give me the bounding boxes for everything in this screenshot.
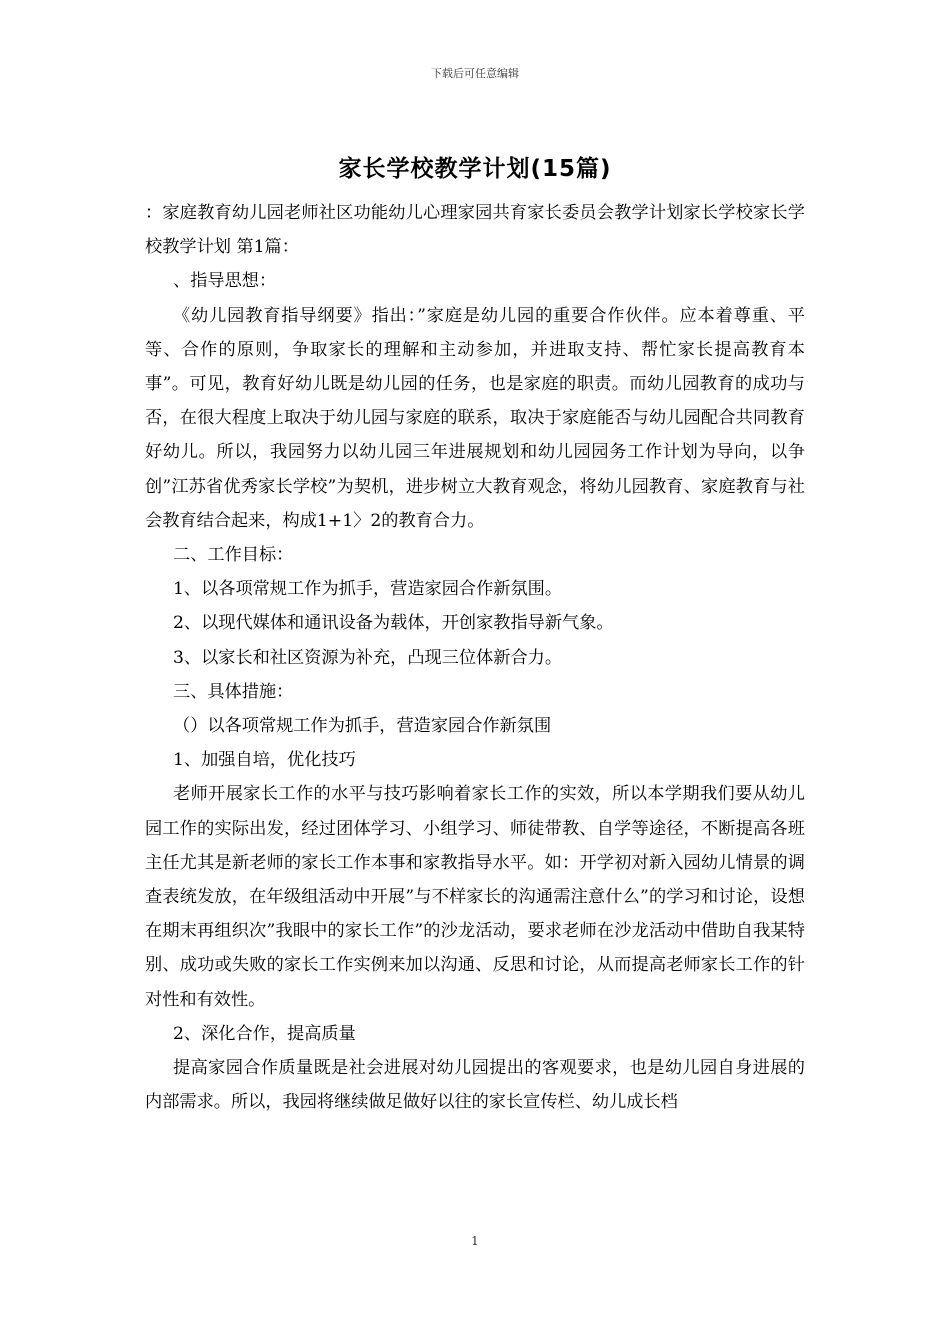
- paragraph-goal-1: 1、以各项常规工作为抓手，营造家园合作新氛围。: [173, 579, 563, 600]
- paragraph-subheading-1: 1、加强自培，优化技巧: [173, 750, 356, 771]
- paragraph-section-measures: 三、具体措施：: [173, 681, 294, 702]
- paragraph-cooperation-body: 提高家园合作质量既是社会进展对幼儿园提出的客观要求，也是幼儿园自身进展的内部需求。所以，我园将继续做足做好以往的家长宣传栏、幼儿成长档: [145, 1058, 805, 1113]
- document-title: 家长学校教学计划(15篇): [338, 156, 612, 182]
- document-body: [145, 196, 805, 1119]
- paragraph-goal-2: 2、以现代媒体和通讯设备为载体，开创家教指导新气象。: [173, 613, 614, 634]
- paragraph-subheading-2: 2、深化合作，提高质量: [173, 1023, 356, 1044]
- paragraph-training-body: 老师开展家长工作的水平与技巧影响着家长工作的实效，所以本学期我们要从幼儿园工作的实际出发，经过团体学习、小组学习、师徒带教、自学等途径，不断提高各班主任尤其是新老师的家长工作本事和家教指导水平。如：开学初对新入园幼儿情景的调查表统发放，在年级组活动中开展”与不样家长的沟通需注意什么”的学习和讨论，设想在期末再组织次”我眼中的家长工作”的沙龙活动，要求老师在沙龙活动中借助自我某特别、成功或失败的家长工作实例来加以沟通、反思和讨论，从而提高老师家长工作的针对性和有效性。: [145, 784, 805, 1010]
- header-note: 下载后可任意编辑: [431, 67, 519, 80]
- page-number: 1: [471, 1234, 479, 1248]
- paragraph-keywords: ：家庭教育幼儿园老师社区功能幼儿心理家园共育家长委员会教学计划家长学校家长学校教学计划 第1篇：: [145, 203, 805, 258]
- paragraph-section-guiding: 、指导思想：: [173, 271, 277, 292]
- paragraph-guiding-body: 《幼儿园教育指导纲要》指出：”家庭是幼儿园的重要合作伙伴。应本着尊重、平等、合作的原则，争取家长的理解和主动参加，并进取支持、帮忙家长提高教育本事”。可见，教育好幼儿既是幼儿园的任务，也是家庭的职责。而幼儿园教育的成功与否，在很大程度上取决于幼儿园与家庭的联系，取决于家庭能否与幼儿园配合共同教育好幼儿。所以，我园努力以幼儿园三年进展规划和幼儿园园务工作计划为导向，以争创”江苏省优秀家长学校”为契机，进步树立大教育观念，将幼儿园教育、家庭教育与社会教育结合起来，构成1+1〉2的教育合力。: [145, 305, 805, 531]
- paragraph-goal-3: 3、以家长和社区资源为补充，凸现三位体新合力。: [173, 647, 563, 668]
- paragraph-section-goals: 二、工作目标：: [173, 545, 294, 566]
- paragraph-measure-heading: （）以各项常规工作为抓手，营造家园合作新氛围: [173, 716, 552, 737]
